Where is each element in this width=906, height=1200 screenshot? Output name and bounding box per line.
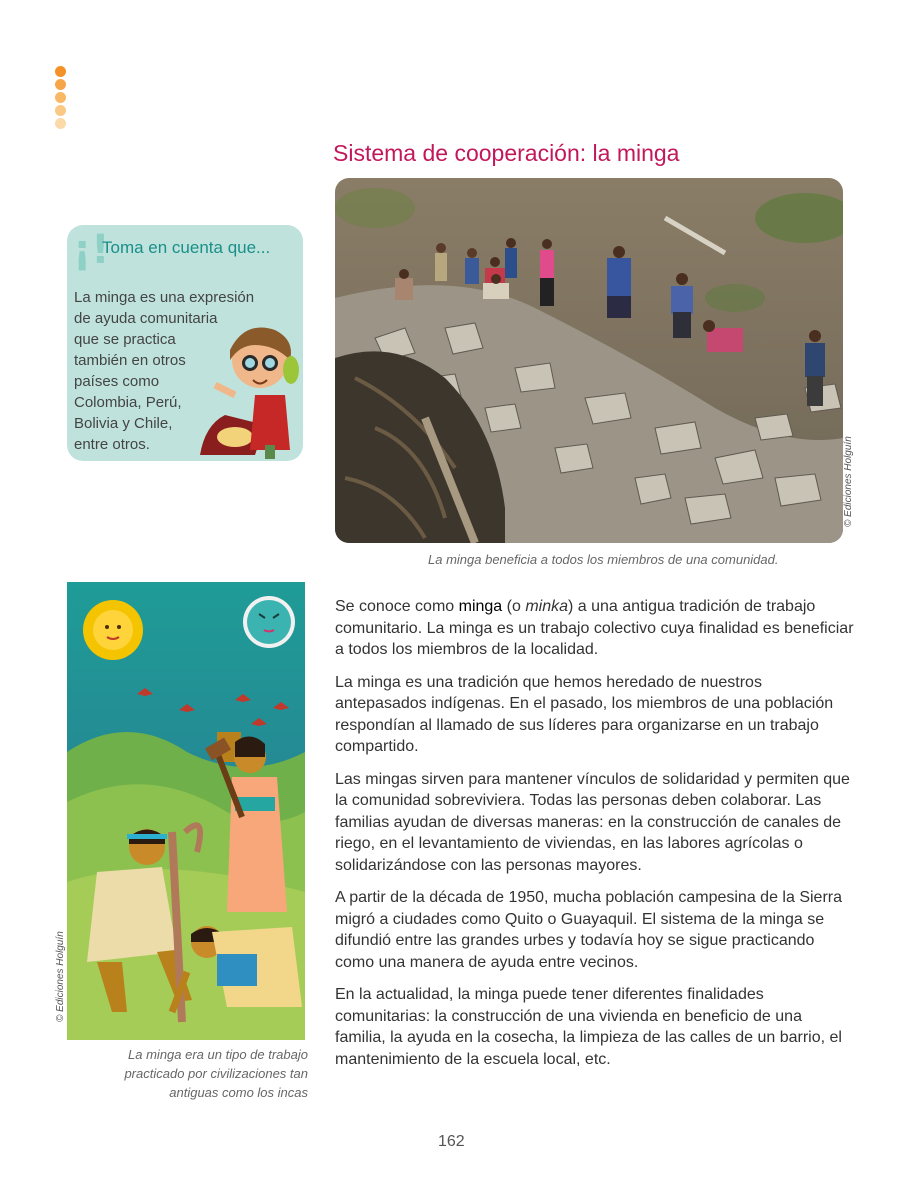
incas-illustration-image [67,582,305,1040]
note-line: Bolivia y Chile, [74,415,173,432]
paragraph: Las mingas sirven para mantener vínculos de solidaridad y permiten que la comunidad sobreviviera. Todas las personas deben colaborar. Las familias ayudan de diversas maneras: en la construcción de canales de riego, en el levantamiento de viviendas, en las labores agrícolas o solidarizándose con las personas mayores. [335,770,850,874]
decorative-dots [55,66,66,131]
paragraph-text: ) a una antigua tradición de trabajo comunitario. La minga es un trabajo colectivo cuya finalidad es beneficiar a todos los miembros de la localidad. [335,598,854,658]
note-line: Colombia, Perú, [74,394,182,411]
key-term-alt: minka [525,598,569,615]
illustration-caption-line: practicado por civilizaciones tan [124,1066,308,1081]
paragraph: En la actualidad, la minga puede tener diferentes finalidades comunitarias: la construcción de una vivienda en beneficio de una familia, la ayuda en la cosecha, la limpieza de las calles de un barrio, el mantenimiento de la escuela local, etc. [335,986,842,1068]
incas-illustration [67,582,305,1040]
page-number: 162 [438,1133,465,1150]
dot [55,79,66,90]
paragraph: A partir de la década de 1950, mucha población campesina de la Sierra migró a ciudades como Quito o Guayaquil. El sistema de la minga se difundió entre las grandes urbes y todavía hoy se sigue practicando como una manera de ayuda entre vecinos. [335,889,842,971]
note-line: que se practica [74,331,176,348]
key-term: minga [458,598,503,615]
note-line: también en otros [74,352,186,369]
note-header [67,225,303,271]
paragraph [335,596,855,661]
photo-credit: © Ediciones Holguín [843,436,854,527]
illustration-caption [70,1045,308,1102]
note-line: países como [74,373,160,390]
dot [55,92,66,103]
note-heading: Toma en cuenta que... [102,238,271,257]
minga-photo-image [335,178,843,543]
paragraph: La minga es una tradición que hemos heredado de nuestros antepasados indígenas. En el pasado, los miembros de una población respondían al llamado de sus líderes para organizarse en un trabajo compartido. [335,673,834,755]
paragraph-text: Se conoce como [335,598,459,615]
body-text [335,596,855,1081]
illustration-caption-line: La minga era un tipo de trabajo [128,1047,308,1062]
note-line: de ayuda comunitaria [74,310,218,327]
illustration-credit: © Ediciones Holguín [55,931,66,1022]
note-box [67,225,303,461]
section-title: Sistema de cooperación: la minga [333,140,680,166]
note-line: entre otros. [74,436,150,453]
paragraph-text: (o [502,598,526,615]
mascot-character-icon [195,315,305,465]
dot [55,118,66,129]
illustration-caption-line: antiguas como los incas [169,1085,308,1100]
exclamation-icon: ¡! [73,227,110,273]
photo-caption: La minga beneficia a todos los miembros de una comunidad. [428,552,779,567]
dot [55,105,66,116]
minga-photo [335,178,843,543]
dot [55,66,66,77]
note-line: La minga es una expresión [74,289,255,306]
